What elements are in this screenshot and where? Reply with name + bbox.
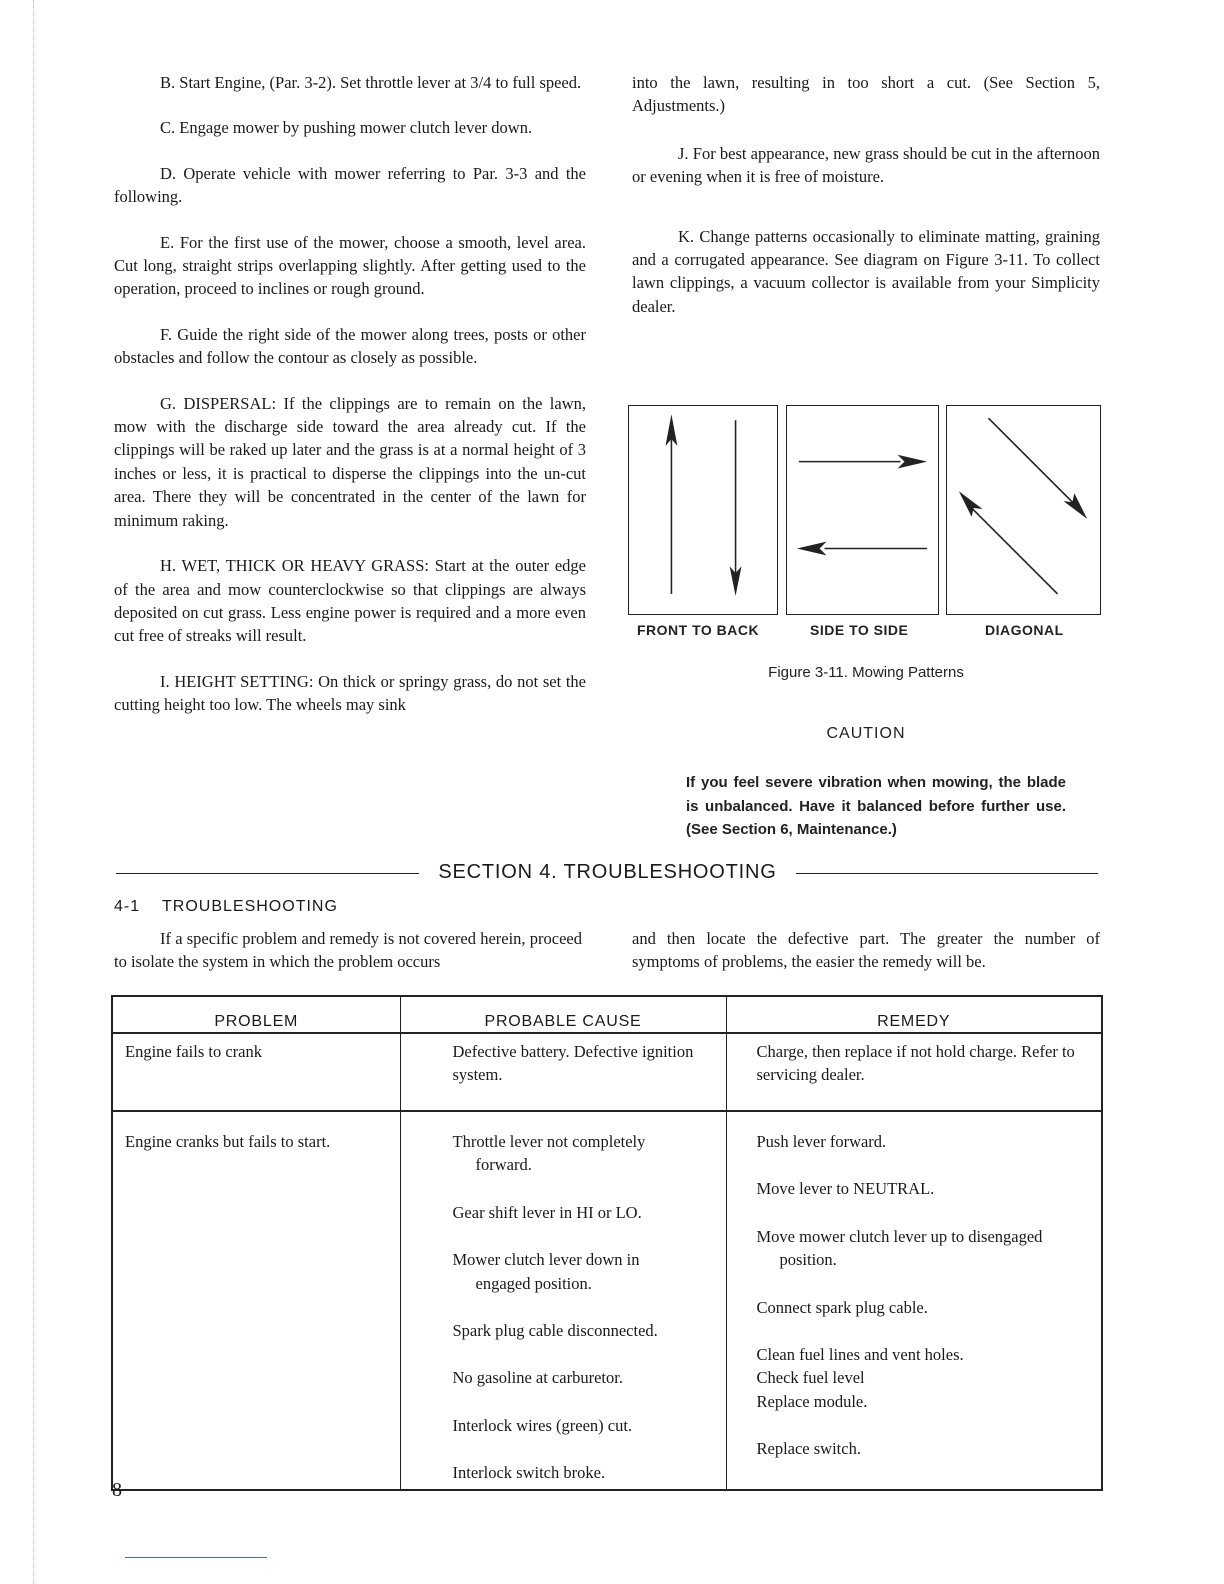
section-title: SECTION 4. TROUBLESHOOTING: [438, 861, 777, 883]
footer-rule: [125, 1557, 267, 1558]
cause-entry: Mower clutch lever down in engaged position.: [452, 1250, 640, 1293]
front-to-back-arrows: [629, 406, 777, 614]
diagonal-label: DIAGONAL: [985, 622, 1064, 638]
intro-right: and then locate the defective part. The greater the number of symptoms of problems, the easier the remedy will be.: [632, 929, 1100, 972]
caution-title: CAUTION: [826, 725, 906, 742]
side-to-side-arrows: [787, 406, 938, 614]
caution-text: If you feel severe vibration when mowing, the blade is unbalanced. Have it balanced before further use. (See Section 6, Maintenance.): [686, 774, 1066, 838]
cause-entry: Gear shift lever in HI or LO.: [452, 1202, 642, 1222]
side-to-side-panel: [786, 405, 939, 615]
remedy-entry: Clean fuel lines and vent holes. Check fuel level: [756, 1345, 964, 1388]
paragraph-i: I. HEIGHT SETTING: On thick or springy grass, do not set the cutting height too low. The wheels may sink: [114, 671, 587, 715]
remedy-entry: Replace module.: [756, 1391, 868, 1411]
paragraph-f: F. Guide the right side of the mower along trees, posts or other obstacles and follow the contour as closely as possible.: [114, 324, 586, 368]
problem-cell: Engine fails to crank: [112, 1033, 400, 1111]
paragraph-j: J. For best appearance, new grass should be cut in the afternoon or evening when it is free of moisture.: [632, 143, 1100, 187]
table-row: [112, 1033, 1102, 1111]
remedy-entry: Move lever to NEUTRAL.: [756, 1179, 935, 1199]
problem-cell: Engine cranks but fails to start.: [112, 1111, 400, 1490]
subsection-number: 4-1: [114, 898, 141, 915]
remedy-cell: [726, 1033, 1102, 1111]
side-to-side-label: SIDE TO SIDE: [810, 622, 909, 638]
paragraph-e: E. For the first use of the mower, choose a smooth, level area. Cut long, straight strips overlapping slightly. After getting used to the operation, proceed to inclines or rough ground.: [114, 232, 586, 299]
mowing-patterns-figure: [628, 405, 1102, 617]
remedy-entry: Replace switch.: [756, 1439, 861, 1459]
header-remedy: REMEDY: [726, 996, 1102, 1033]
figure-caption: Figure 3-11. Mowing Patterns: [768, 664, 964, 681]
paragraph-k: K. Change patterns occasionally to eliminate matting, graining and a corrugated appearance. See diagram on Figure 3-11. To collect lawn clippings, a vacuum collector is available from your Simplicity dealer.: [632, 226, 1101, 316]
left-arrowhead-icon: [797, 542, 827, 556]
diagonal-panel: [946, 405, 1101, 615]
cause-cell: [400, 1111, 726, 1490]
cause-entry: Interlock wires (green) cut.: [452, 1415, 633, 1435]
cause-cell: [400, 1033, 726, 1111]
scan-edge: [33, 0, 34, 1584]
header-problem: PROBLEM: [112, 996, 400, 1033]
cause-line: Defective battery.: [452, 1042, 570, 1061]
right-arrowhead-icon: [898, 455, 928, 469]
remedy-cell: [726, 1111, 1102, 1490]
remedy-entry: Move mower clutch lever up to disengaged position.: [756, 1226, 1043, 1270]
remedy-line: Charge, then replace if not hold charge.: [756, 1042, 1018, 1061]
front-to-back-panel: [628, 405, 778, 615]
paragraph-g: G. DISPERSAL: If the clippings are to remain on the lawn, mow with the discharge side toward the area already cut. If the clippings will be raked up later and the grass is at a normal height of 3 inches or less, it is practical to disperse the clippings into the un-cut area. There they will be concentrated in the center of the lawn for minimum raking.: [114, 393, 586, 530]
diagonal-down-arrow-line: [988, 418, 1075, 505]
right-column: [632, 71, 1100, 318]
cause-entry: Interlock switch broke.: [452, 1463, 606, 1483]
remedy-line: Refer to servicing dealer.: [756, 1042, 1075, 1085]
cause-line: Defective ignition system.: [452, 1042, 694, 1085]
cause-entry: Spark plug cable disconnected.: [452, 1321, 658, 1341]
remedy-entry: Connect spark plug cable.: [756, 1297, 928, 1317]
paragraph-b: B. Start Engine, (Par. 3-2). Set throttle lever at 3/4 to full speed.: [160, 73, 582, 92]
section-rule-left: [116, 873, 419, 874]
diagonal-up-arrowhead-icon: [959, 491, 983, 517]
cause-entry: Throttle lever not completely forward.: [452, 1132, 646, 1175]
diagonal-up-arrow-line: [971, 507, 1058, 594]
section-rule-right: [796, 873, 1098, 874]
table-row: [112, 1111, 1102, 1490]
paragraph-continuation: into the lawn, resulting in too short a cut. (See Section 5, Adjustments.): [632, 73, 1100, 116]
cause-entry: No gasoline at carburetor.: [452, 1368, 623, 1388]
paragraph-c: C. Engage mower by pushing mower clutch lever down.: [160, 118, 533, 138]
paragraph-d: D. Operate vehicle with mower referring to Par. 3-3 and the following.: [114, 163, 586, 207]
subsection-title: TROUBLESHOOTING: [162, 898, 338, 915]
intro-left: If a specific problem and remedy is not covered herein, proceed to isolate the system in which the problem occurs: [114, 929, 582, 972]
subsection-heading: [114, 898, 338, 916]
diagonal-arrows: [947, 406, 1100, 614]
paragraph-h: H. WET, THICK OR HEAVY GRASS: Start at the outer edge of the area and mow counterclockwise so that clippings are always deposited on cut grass. Less engine power is required and a more even cut free of streaks will result.: [114, 556, 586, 646]
front-to-back-label: FRONT TO BACK: [637, 622, 760, 638]
table-header-row: [112, 996, 1102, 1033]
troubleshooting-table: [111, 995, 1103, 1491]
page-number: 8: [112, 1479, 122, 1501]
header-probable-cause: PROBABLE CAUSE: [400, 996, 726, 1033]
left-column: [114, 71, 586, 717]
remedy-entry: Push lever forward.: [756, 1132, 887, 1151]
